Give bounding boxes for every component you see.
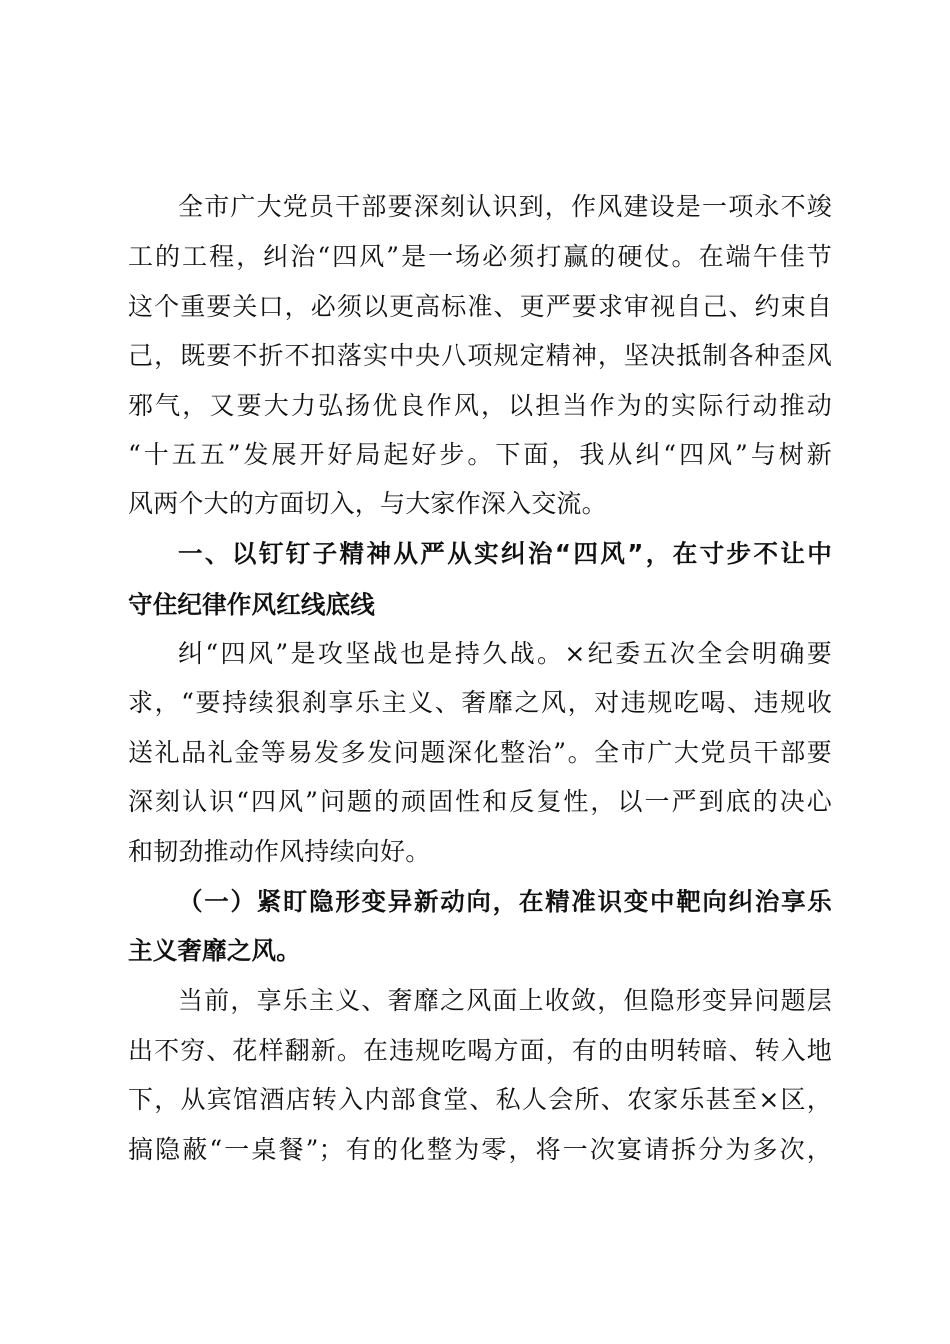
section-heading-line-2: 守住纪律作风红线底线 — [128, 590, 375, 619]
section-heading-line-1: 一、以钉钉子精神从严从实纠治“四风”，在寸步不让中 — [178, 539, 832, 568]
paragraph-2-line-2: 求，“要持续狠刹享乐主义、奢靡之风，对违规吃喝、违规收 — [128, 688, 832, 717]
paragraph-3-line-2: 出不穷、花样翻新。在违规吃喝方面，有的由明转暗、转入地 — [128, 1036, 832, 1065]
paragraph-2-line-1: 纠“四风”是攻坚战也是持久战。×纪委五次全会明确要 — [178, 639, 832, 668]
paragraph-1-line-4: 己，既要不折不扣落实中央八项规定精神，坚决抵制各种歪风 — [128, 341, 832, 370]
paragraph-3-line-1: 当前，享乐主义、奢靡之风面上收敛，但隐形变异问题层 — [178, 986, 832, 1015]
paragraph-2-line-4: 深刻认识“四风”问题的顽固性和反复性，以一严到底的决心 — [128, 787, 832, 816]
subheading-line-1: （一）紧盯隐形变异新动向，在精准识变中靶向纠治享乐 — [178, 887, 832, 916]
paragraph-2-line-5: 和韧劲推动作风持续向好。 — [128, 837, 431, 866]
paragraph-1-line-1: 全市广大党员干部要深刻认识到，作风建设是一项永不竣 — [178, 192, 832, 221]
paragraph-3-line-3: 下，从宾馆酒店转入内部食堂、私人会所、农家乐甚至×区， — [128, 1085, 832, 1114]
paragraph-2-line-3: 送礼品礼金等易发多发问题深化整治”。全市广大党员干部要 — [128, 738, 832, 767]
paragraph-3-line-4: 搞隐蔽“一桌餐”；有的化整为零，将一次宴请拆分为多次， — [128, 1135, 832, 1164]
paragraph-1-line-5: 邪气，又要大力弘扬优良作风，以担当作为的实际行动推动 — [128, 391, 832, 420]
paragraph-1-line-7: 风两个大的方面切入，与大家作深入交流。 — [128, 489, 607, 518]
paragraph-1-line-6: “十五五”发展开好局起好步。下面，我从纠“四风”与树新 — [128, 440, 832, 469]
paragraph-1-line-3: 这个重要关口，必须以更高标准、更严要求审视自己、约束自 — [128, 292, 832, 321]
paragraph-1-line-2: 工的工程，纠治“四风”是一场必须打赢的硬仗。在端午佳节 — [128, 242, 832, 271]
subheading-line-2: 主义奢靡之风。 — [128, 936, 301, 965]
